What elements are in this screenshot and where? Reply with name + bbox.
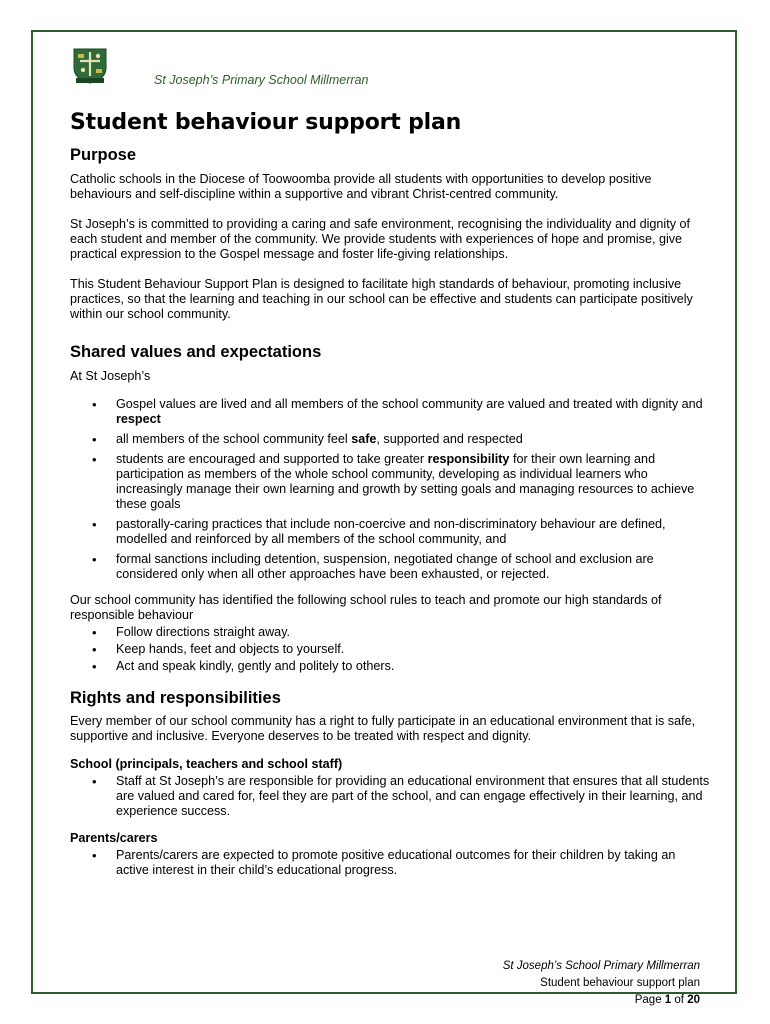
list-item: • Staff at St Joseph’s are responsible for providing an educational environment that ensures that all students are valued and cared for, feel they are part of the school, and can engage effectively in their learning, and experience success. (70, 774, 710, 819)
footer-document-title: Student behaviour support plan (540, 977, 700, 989)
page-number: Page 1 of 20 (634, 994, 700, 1006)
school-header-name: St Joseph’s Primary School Millmerran (154, 73, 369, 87)
page-footer (503, 958, 700, 1009)
list-item: • formal sanctions including detention, suspension, negotiated change of school and exclusion are considered only when all other approaches have been exhausted, or rejected. (70, 552, 710, 582)
list-item: • pastorally-caring practices that include non-coercive and non-discriminatory behaviour are defined, modelled and reinforced by all members of the school community, and (70, 517, 710, 547)
school-crest-logo (71, 46, 109, 84)
purpose-heading: Purpose (70, 146, 137, 164)
parents-carers-heading: Parents/carers (70, 831, 158, 845)
list-item: • Parents/carers are expected to promote positive educational outcomes for their children by taking an active interest in their child’s educational progress. (70, 848, 710, 878)
list-item: • Follow directions straight away. (70, 625, 710, 640)
list-item: • all members of the school community feel safe, supported and respected (70, 432, 710, 447)
shared-values-heading: Shared values and expectations (70, 343, 322, 361)
school-rules-intro: Our school community has identified the following school rules to teach and promote our high standards of responsible behaviour (70, 593, 662, 622)
school-rules-list (70, 625, 710, 674)
list-item: • Gospel values are lived and all members of the school community are valued and treated with dignity and respect (70, 397, 710, 427)
parents-carers-list (70, 848, 710, 878)
footer-school-name: St Joseph’s School Primary Millmerran (502, 960, 700, 972)
rights-heading: Rights and responsibilities (70, 689, 281, 707)
list-item: • Keep hands, feet and objects to yourself. (70, 642, 710, 657)
shared-values-list (70, 397, 710, 582)
document-body (70, 109, 710, 883)
list-item: • Act and speak kindly, gently and politely to others. (70, 659, 710, 674)
school-staff-list (70, 774, 710, 819)
page-title: Student behaviour support plan (70, 110, 462, 135)
list-item: • students are encouraged and supported to take greater responsibility for their own learning and participation as members of the whole school community, developing as individual learners who increasingly manage their own learning and growth by setting goals and managing resources to achieve these goals (70, 452, 710, 512)
rights-intro: Every member of our school community has a right to fully participate in an educational environment that is safe, supportive and inclusive. Everyone deserves to be treated with respect and dignity. (70, 714, 696, 743)
purpose-paragraph-2: St Joseph’s is committed to providing a caring and safe environment, recognising the individuality and dignity of each student and member of the community. We provide students with experiences of hope and promise, give practical expression to the Gospel message and foster life-giving relationships. (70, 217, 691, 261)
purpose-paragraph-1: Catholic schools in the Diocese of Toowoomba provide all students with opportunities to develop positive behaviours and self-discipline within a supportive and vibrant Christ-centred community. (70, 172, 652, 201)
school-staff-heading: School (principals, teachers and school staff) (70, 757, 343, 771)
purpose-paragraph-3: This Student Behaviour Support Plan is designed to facilitate high standards of behaviour, promoting inclusive practices, so that the learning and teaching in our school can be effective and students can participate positively within our school community. (70, 277, 693, 321)
shared-values-intro: At St Joseph’s (70, 369, 151, 383)
